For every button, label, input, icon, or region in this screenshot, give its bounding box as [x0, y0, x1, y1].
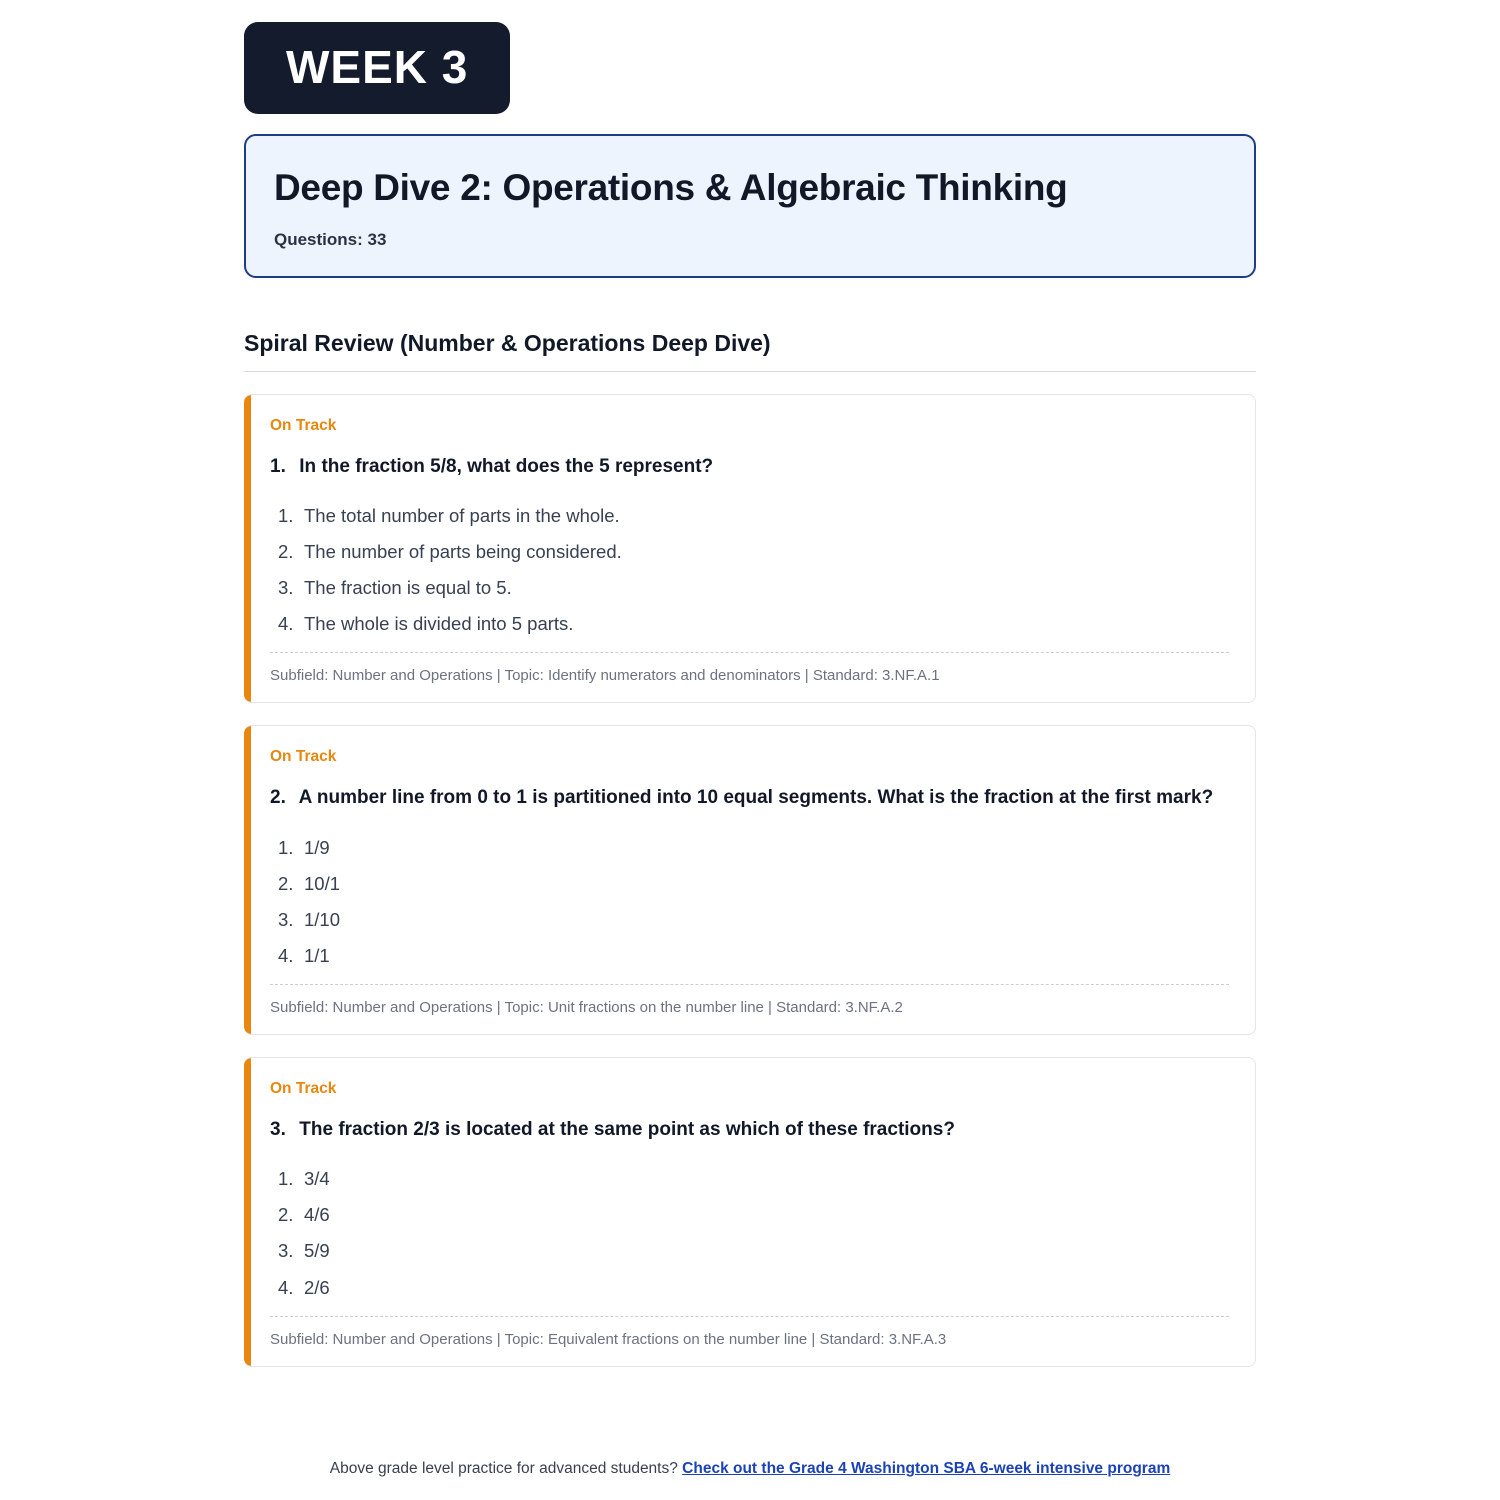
question-meta: Subfield: Number and Operations | Topic: Equivalent fractions on the number line | Standard: 3.NF.A.3	[270, 1316, 1229, 1348]
question-number: 1.	[270, 455, 286, 477]
question-text	[270, 783, 1229, 813]
status-accent-bar	[244, 726, 251, 1034]
choice-item[interactable]	[270, 570, 1229, 606]
choice-item[interactable]	[270, 866, 1229, 902]
question-number: 2.	[270, 787, 286, 809]
choice-number: 2.	[278, 872, 294, 894]
choice-label: 10/1	[304, 872, 341, 894]
choice-label: The number of parts being considered.	[304, 541, 622, 563]
choice-number: 4.	[278, 613, 294, 635]
footer	[0, 1460, 1500, 1478]
choice-item[interactable]	[270, 938, 1229, 974]
question-meta: Subfield: Number and Operations | Topic: Unit fractions on the number line | Standard: 3.NF.A.2	[270, 984, 1229, 1016]
question-card	[244, 1057, 1256, 1367]
status-badge: On Track	[270, 748, 337, 766]
choice-label: 3/4	[304, 1168, 330, 1190]
choice-number: 2.	[278, 541, 294, 563]
status-accent-bar	[244, 395, 251, 703]
question-text	[270, 1115, 1229, 1145]
choice-label: 1/10	[304, 908, 341, 930]
choice-label: 1/9	[304, 836, 330, 858]
choice-label: The fraction is equal to 5.	[304, 577, 512, 599]
question-prompt: The fraction 2/3 is located at the same point as which of these fractions?	[299, 1118, 955, 1140]
choice-number: 4.	[278, 1276, 294, 1298]
footer-link[interactable]: Check out the Grade 4 Washington SBA 6-week intensive program	[682, 1460, 1171, 1477]
choice-item[interactable]	[270, 606, 1229, 642]
choice-item[interactable]	[270, 902, 1229, 938]
choice-item[interactable]	[270, 1197, 1229, 1233]
question-number: 3.	[270, 1118, 286, 1140]
choice-list	[270, 830, 1229, 974]
choice-list	[270, 1161, 1229, 1305]
choice-label: The whole is divided into 5 parts.	[304, 613, 574, 635]
footer-text: Above grade level practice for advanced students?	[329, 1460, 678, 1477]
question-meta: Subfield: Number and Operations | Topic: Identify numerators and denominators | Standard: 3.NF.A.1	[270, 652, 1229, 684]
choice-number: 4.	[278, 944, 294, 966]
choice-number: 1.	[278, 1168, 294, 1190]
section-heading: Spiral Review (Number & Operations Deep Dive)	[244, 330, 1256, 372]
document-content	[244, 22, 1256, 1367]
choice-item[interactable]	[270, 534, 1229, 570]
choice-label: The total number of parts in the whole.	[304, 505, 620, 527]
question-card	[244, 725, 1256, 1035]
status-badge: On Track	[270, 1079, 337, 1097]
choice-label: 5/9	[304, 1240, 330, 1262]
question-count: Questions: 33	[274, 229, 387, 249]
choice-list	[270, 498, 1229, 642]
question-card	[244, 394, 1256, 704]
status-accent-bar	[244, 1058, 251, 1366]
choice-number: 3.	[278, 1240, 294, 1262]
title-card	[244, 134, 1256, 278]
week-badge: WEEK 3	[244, 22, 510, 114]
choice-number: 1.	[278, 505, 294, 527]
choice-item[interactable]	[270, 1270, 1229, 1306]
choice-number: 2.	[278, 1204, 294, 1226]
choice-number: 1.	[278, 836, 294, 858]
page-title: Deep Dive 2: Operations & Algebraic Thinking	[274, 167, 1068, 208]
choice-item[interactable]	[270, 830, 1229, 866]
status-badge: On Track	[270, 416, 337, 434]
choice-label: 4/6	[304, 1204, 330, 1226]
choice-number: 3.	[278, 577, 294, 599]
choice-number: 3.	[278, 908, 294, 930]
question-text	[270, 452, 1229, 482]
question-prompt: A number line from 0 to 1 is partitioned into 10 equal segments. What is the fraction at the first mark?	[298, 787, 1214, 809]
choice-label: 2/6	[304, 1276, 330, 1298]
question-prompt: In the fraction 5/8, what does the 5 represent?	[299, 455, 714, 477]
choice-label: 1/1	[304, 944, 330, 966]
choice-item[interactable]	[270, 498, 1229, 534]
choice-item[interactable]	[270, 1233, 1229, 1269]
choice-item[interactable]	[270, 1161, 1229, 1197]
